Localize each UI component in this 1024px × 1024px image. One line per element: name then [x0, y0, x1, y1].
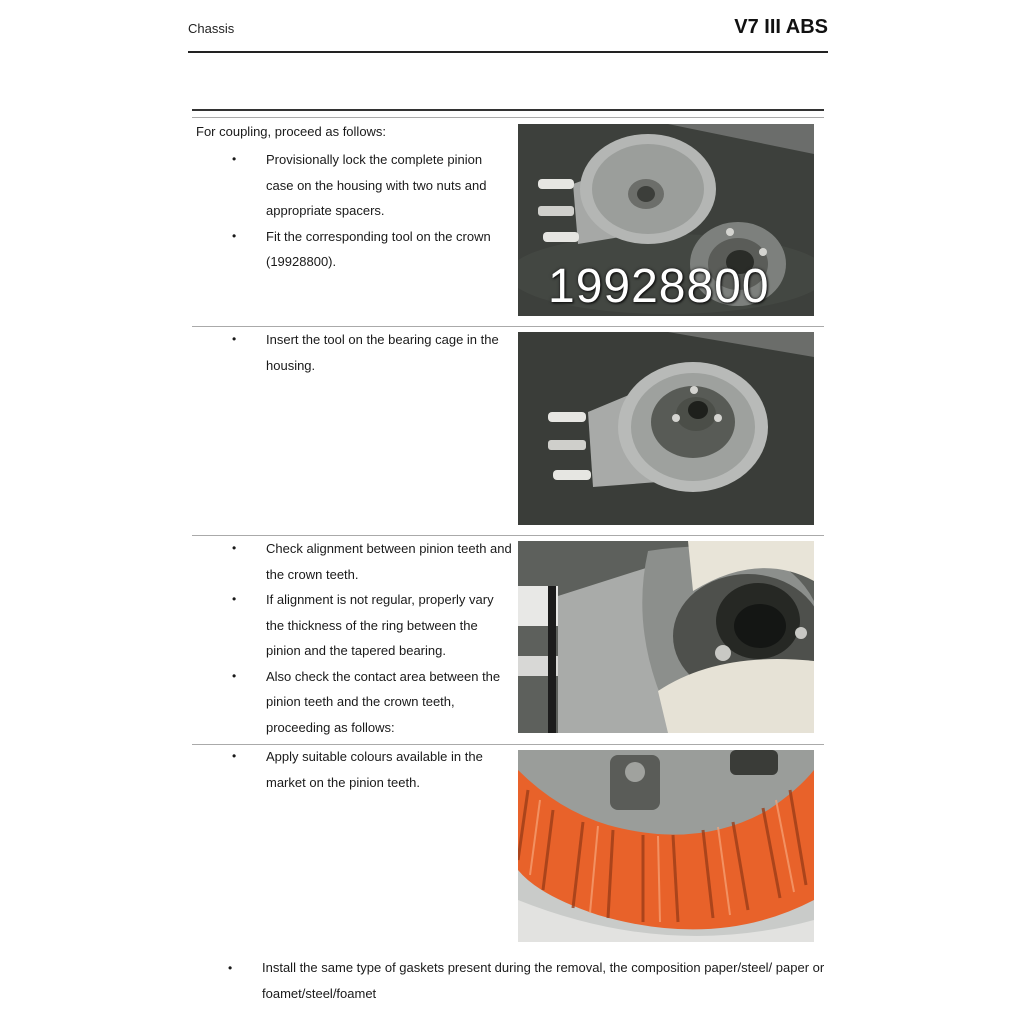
header-divider: [188, 51, 828, 53]
final-note-text: Install the same type of gaskets present during the removal, the composition paper/steel/ paper or foamet/steel/foamet: [262, 960, 825, 1001]
coloured-teeth-photo: [518, 750, 814, 942]
step-1-list: [232, 147, 512, 275]
intro-text: For coupling, proceed as follows:: [196, 124, 387, 139]
bullet-icon: •: [228, 961, 233, 975]
list-item: • Provisionally lock the complete pinion case on the housing with two nuts and appropriate spacers.: [232, 147, 512, 224]
list-item: • Fit the corresponding tool on the crown (19928800).: [232, 224, 512, 275]
list-item: • Also check the contact area between the pinion teeth and the crown teeth, proceeding as follows:: [232, 664, 512, 741]
step-3-list: [232, 536, 512, 740]
model-title: V7 III ABS: [734, 16, 828, 38]
section-title: Chassis: [188, 21, 235, 36]
section-divider: [192, 109, 824, 111]
pinion-case-photo: [518, 124, 814, 316]
tool-number-label: 19928800: [548, 260, 770, 313]
step-2-list: [232, 327, 512, 378]
alignment-check-photo: [518, 541, 814, 733]
list-item: • Check alignment between pinion teeth and the crown teeth.: [232, 536, 512, 587]
final-note: [228, 955, 828, 1007]
list-item: • Insert the tool on the bearing cage in the housing.: [232, 327, 512, 378]
list-item: • If alignment is not regular, properly vary the thickness of the ring between the pinion and the tapered bearing.: [232, 587, 512, 664]
tool-in-housing-photo: [518, 332, 814, 525]
row-separator: [192, 117, 824, 118]
list-item: • Apply suitable colours available in the market on the pinion teeth.: [232, 744, 512, 795]
step-4-list: [232, 744, 512, 795]
